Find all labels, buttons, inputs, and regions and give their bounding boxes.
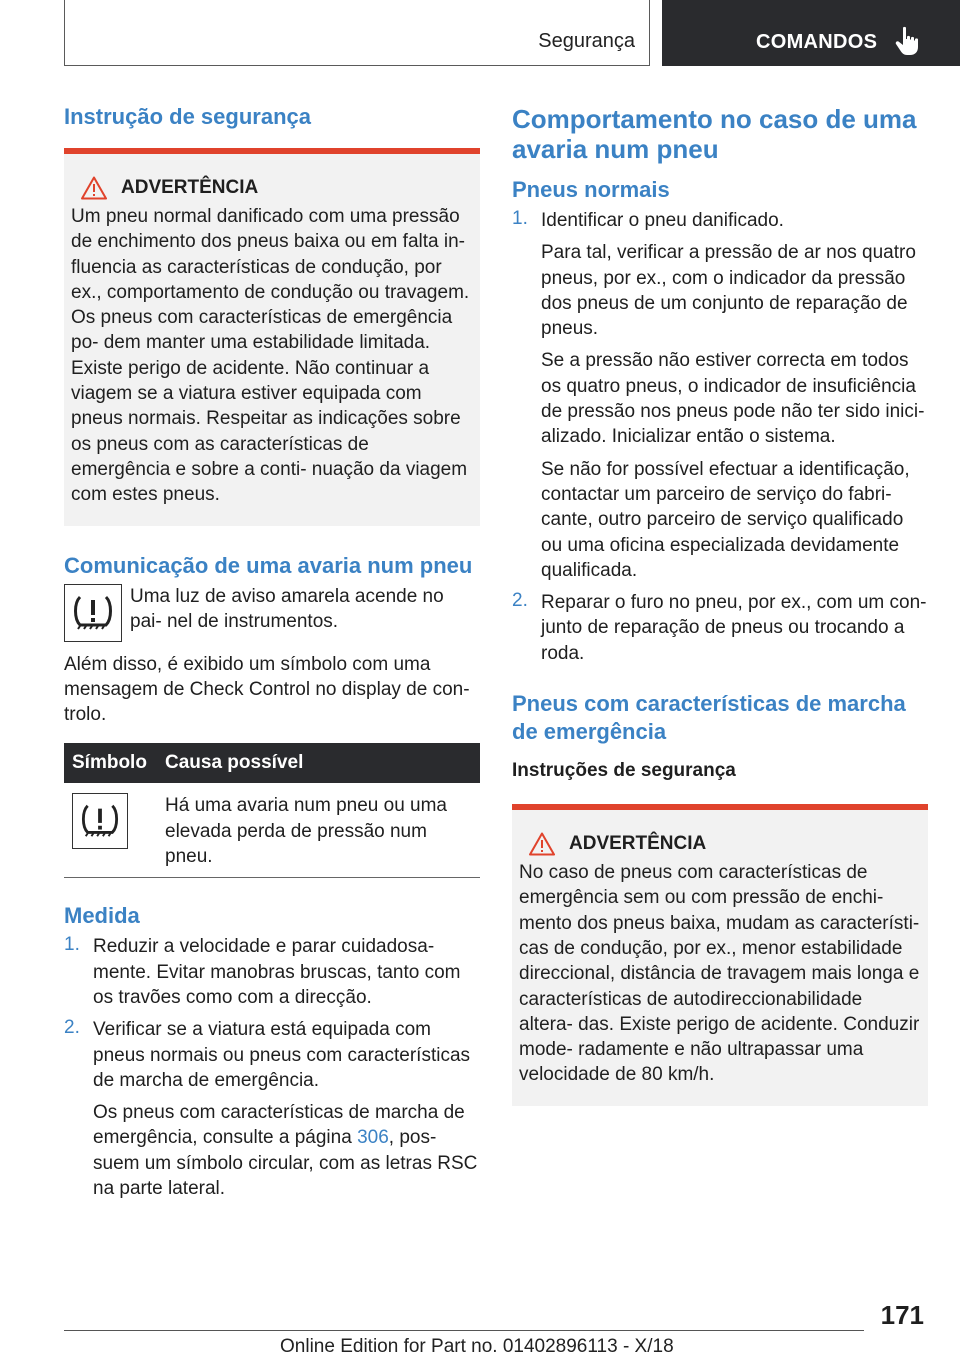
header-chapter-title: COMANDOS [756, 31, 878, 53]
warning-light-text: Uma luz de aviso amarela acende no pai- nel de instrumentos. [130, 585, 444, 632]
header-section-title: Segurança [538, 30, 635, 52]
step-text-extra: Os pneus com características de marcha de emergência, consulte a página 306, pos- suem um símbolo circular, com as letras RSC na parte lateral. [93, 1102, 478, 1200]
cause-cell: Há uma avaria num pneu ou uma elevada perda de pressão num pneu. [157, 783, 480, 877]
list-item [64, 934, 480, 1010]
normal-tyres-steps [512, 208, 928, 666]
warning-triangle-icon [529, 832, 555, 856]
tyre-failure-communication-heading: Comunicação de uma avaria num pneu [64, 552, 473, 578]
step-number: 1. [64, 934, 80, 956]
symbol-table [64, 743, 480, 878]
footer-divider [64, 1330, 864, 1331]
warning-title-text: ADVERTÊNCIA [569, 833, 707, 855]
warning-text: Um pneu normal danificado com uma pressão de enchimento dos pneus baixa ou em falta in- fluencia as características de condução, por ex., comportamento de condução ou travagem. Os pneus com características de emergência po- dem manter uma estabilidade limitada. Existe perigo de acidente. Não continuar a viagem se a viatura estiver equipada com pneus normais. Respeitar as indicações sobre os pneus com as características de emergência e sobre a conti- nuação da viagem com estes pneus. [71, 206, 470, 506]
runflat-tyres-heading: Pneus com características de marcha de emergência [512, 691, 906, 745]
step-text: Verificar se a viatura está equipada com pneus normais ou pneus com características de marcha de emergência. [93, 1019, 471, 1091]
step-number: 1. [512, 208, 528, 229]
safety-instructions-subheading: Instruções de segurança [512, 760, 736, 782]
tpms-warning-light [64, 584, 122, 642]
page-reference-link[interactable]: 306 [357, 1127, 389, 1149]
warning-box [64, 148, 480, 526]
warning-triangle-icon [81, 176, 107, 200]
step-text: Identificar o pneu danificado. [541, 210, 784, 231]
step-text: Se a pressão não estiver correcta em todos os quatro pneus, o indicador de insuficiência de pressão nos pneus pode não ter sido inici- alizado. Inicializar então o sistema. [541, 350, 925, 448]
tpms-icon [78, 802, 122, 840]
measure-steps [64, 934, 480, 1201]
right-column [512, 100, 928, 1106]
warning-title [71, 176, 473, 200]
step-number: 2. [64, 1017, 80, 1039]
warning-light-row [64, 584, 480, 642]
header-chapter-box [662, 0, 960, 66]
step-number: 2. [512, 590, 528, 612]
page-number: 171 [880, 1300, 924, 1330]
behavior-heading: Comportamento no caso de uma avaria num pneu [512, 104, 917, 164]
list-item [512, 208, 928, 583]
tpms-symbol [72, 793, 128, 849]
step-text: Reduzir a velocidade e parar cuidadosa- mente. Evitar manobras bruscas, tanto com os travões como com a direcção. [93, 936, 461, 1008]
list-item [512, 590, 928, 666]
footer-edition-text: Online Edition for Part no. 01402896113 - X/18 [280, 1336, 674, 1357]
step-text: Para tal, verificar a pressão de ar nos quatro pneus, por ex., com o indicador da pressão dos pneus de um conjunto de reparação de pneus. [541, 242, 916, 340]
cause-column-header: Causa possível [157, 743, 480, 783]
pointing-hand-icon [894, 26, 920, 56]
measure-heading: Medida [64, 903, 140, 929]
safety-instruction-heading: Instrução de segurança [64, 104, 311, 129]
list-item [64, 1017, 480, 1201]
warning-title-text: ADVERTÊNCIA [121, 177, 259, 198]
table-row [64, 783, 480, 877]
step-text: Reparar o furo no pneu, por ex., com um con- junto de reparação de pneus ou trocando a roda. [541, 592, 927, 664]
normal-tyres-heading: Pneus normais [512, 177, 670, 202]
symbol-column-header: Símbolo [64, 743, 157, 783]
header-section-box [64, 0, 650, 66]
warning-box [512, 804, 928, 1106]
tpms-icon [70, 593, 116, 633]
step-text: Se não for possível efectuar a identificação, contactar um parceiro de serviço do fabri- cante, outro parceiro de serviço qualificado ou uma oficina especializada devidamente qualificada. [541, 458, 910, 581]
warning-title [519, 832, 921, 856]
warning-text: No caso de pneus com características de emergência sem ou com pressão de enchi- mento dos pneus baixa, mudam as característi- cas de condução, por ex., menor estabilidade direccional, distância de travagem mais longa e características de autodireccionabilidade altera- das. Existe perigo de acidente. Conduzir mode- radamente e não ultrapassar uma velocidade de 80 km/h. [519, 862, 920, 1086]
check-control-text: Além disso, é exibido um símbolo com uma mensagem de Check Control no display de con- trolo. [64, 653, 470, 726]
left-column [64, 100, 480, 1201]
